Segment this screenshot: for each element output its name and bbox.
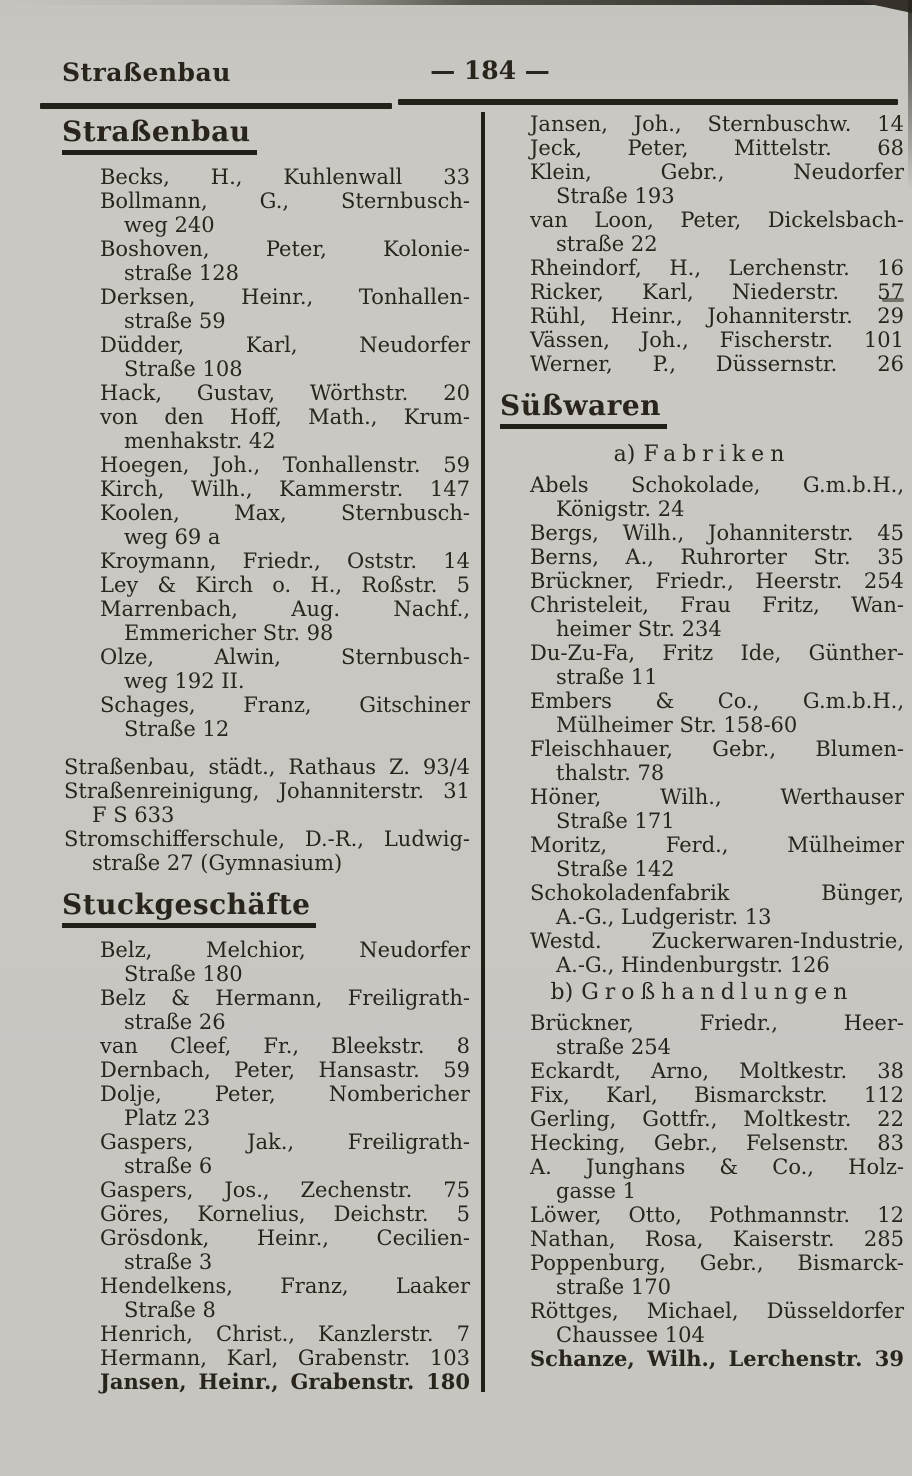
subsection-prefix: b): [550, 980, 574, 1005]
directory-entry: [500, 160, 904, 208]
subsection-prefix: a): [613, 442, 636, 467]
entry-line: Brückner, Friedr., Heer-: [530, 1011, 904, 1035]
entry-line: Marrenbach, Aug. Nachf.,: [100, 597, 470, 621]
entry-line: straße 22: [556, 232, 658, 256]
directory-entry: [500, 929, 904, 977]
entry-section: [62, 755, 470, 875]
entry-line: Rheindorf, H., Lerchenstr. 16: [530, 256, 904, 280]
subsection-heading: [500, 441, 904, 469]
directory-entry: [62, 1202, 470, 1226]
entry-line: Moritz, Ferd., Mülheimer: [530, 833, 904, 857]
entry-line: Du-Zu-Fa, Fritz Ide, Günther-: [530, 641, 904, 665]
entry-line: Fleischhauer, Gebr., Blumen-: [530, 737, 904, 761]
entry-line: A.-G., Ludgeristr. 13: [556, 905, 772, 929]
entry-line: Ricker, Karl, Niederstr. 57: [530, 280, 904, 304]
entry-line: weg 69 a: [124, 525, 221, 549]
directory-entry: [62, 237, 470, 285]
entry-line: Jeck, Peter, Mittelstr. 68: [530, 136, 904, 160]
entry-line: A.-G., Hindenburgstr. 126: [556, 953, 830, 977]
section-heading-wrap: [500, 390, 904, 439]
section-heading-wrap: [62, 889, 470, 938]
entry-line: Kroymann, Friedr., Oststr. 14: [100, 549, 470, 573]
entry-line: Ley & Kirch o. H., Roßstr. 5: [100, 573, 470, 597]
directory-entry: [62, 645, 470, 693]
entry-line: Abels Schokolade, G.m.b.H.,: [530, 473, 904, 497]
entry-line: heimer Str. 234: [556, 617, 722, 641]
scan-corner-artifact: [860, 0, 912, 13]
entry-line: Platz 23: [124, 1106, 211, 1130]
directory-entry: [62, 477, 470, 501]
entry-line: Brückner, Friedr., Heerstr. 254: [530, 569, 904, 593]
entry-line: menhakstr. 42: [124, 429, 276, 453]
entry-line: Schokoladenfabrik Bünger,: [530, 881, 904, 905]
entry-line: straße 59: [124, 309, 226, 333]
directory-entry: [62, 693, 470, 741]
directory-entry: [62, 827, 470, 875]
directory-entry: [500, 1059, 904, 1083]
directory-entry: [62, 597, 470, 645]
entry-line: Straße 193: [556, 184, 675, 208]
directory-entry: [500, 1251, 904, 1299]
directory-entry: [500, 256, 904, 280]
entry-line: Boshoven, Peter, Kolonie-: [100, 237, 470, 261]
directory-entry: [62, 986, 470, 1034]
directory-entry: [62, 1178, 470, 1202]
entry-line: Klein, Gebr., Neudorfer: [530, 160, 904, 184]
entry-line: F S 633: [92, 803, 175, 827]
entry-line: Hack, Gustav, Wörthstr. 20: [100, 381, 470, 405]
directory-entry: [62, 1082, 470, 1130]
directory-entry: [62, 573, 470, 597]
entry-line: van Loon, Peter, Dickelsbach-: [530, 208, 904, 232]
entry-section: [62, 938, 470, 1394]
directory-entry: [500, 280, 904, 304]
directory-entry: [500, 881, 904, 929]
entry-line: straße 170: [556, 1275, 671, 1299]
entry-line: Hoegen, Joh., Tonhallenstr. 59: [100, 453, 470, 477]
subsection-label: Großhandlungen: [581, 980, 854, 1005]
directory-entry: [500, 641, 904, 689]
directory-entry: [500, 1011, 904, 1059]
entry-line: straße 254: [556, 1035, 671, 1059]
header-rule: [398, 99, 898, 105]
entry-line: straße 6: [124, 1154, 213, 1178]
entry-line: Kirch, Wilh., Kammerstr. 147: [100, 477, 470, 501]
directory-entry: [500, 328, 904, 352]
entry-line: Fix, Karl, Bismarckstr. 112: [530, 1083, 904, 1107]
entry-line: straße 128: [124, 261, 239, 285]
header-rule: [40, 103, 392, 109]
entry-line: straße 26: [124, 1010, 226, 1034]
directory-entry: [500, 1083, 904, 1107]
entry-line: Becks, H., Kuhlenwall 33: [100, 165, 470, 189]
entry-line: Düdder, Karl, Neudorfer: [100, 333, 470, 357]
right-column: [500, 112, 904, 1371]
entry-line: straße 3: [124, 1250, 213, 1274]
entry-line: von den Hoff, Math., Krum-: [100, 405, 470, 429]
entry-line: Belz, Melchior, Neudorfer: [100, 938, 470, 962]
directory-entry: [500, 208, 904, 256]
entry-line: Dernbach, Peter, Hansastr. 59: [100, 1058, 470, 1082]
entry-line: Embers & Co., G.m.b.H.,: [530, 689, 904, 713]
directory-entry: [62, 285, 470, 333]
directory-entry: [500, 521, 904, 545]
entry-line: Olze, Alwin, Sternbusch-: [100, 645, 470, 669]
directory-entry: [62, 453, 470, 477]
running-title: Straßenbau: [62, 58, 231, 87]
entry-line: Mülheimer Str. 158-60: [556, 713, 798, 737]
page-number: — 184 —: [430, 56, 550, 85]
entry-section: [500, 473, 904, 977]
entry-line: A. Junghans & Co., Holz-: [530, 1155, 904, 1179]
entry-line: Christeleit, Frau Fritz, Wan-: [530, 593, 904, 617]
entry-line: Schanze, Wilh., Lerchenstr. 39: [530, 1346, 904, 1371]
entry-line: Berns, A., Ruhrorter Str. 35: [530, 545, 904, 569]
entry-line: Derksen, Heinr., Tonhallen-: [100, 285, 470, 309]
entry-line: Westd. Zuckerwaren-Industrie,: [530, 929, 904, 953]
directory-entry: [500, 112, 904, 136]
directory-entry: [500, 785, 904, 833]
left-column: [62, 116, 470, 1394]
entry-line: Stromschifferschule, D.-R., Ludwig-: [64, 827, 470, 851]
subsection-label: Fabriken: [643, 442, 791, 467]
directory-entry: [500, 569, 904, 593]
entry-line: Straßenreinigung, Johanniterstr. 31: [64, 779, 470, 803]
entry-line: Chaussee 104: [556, 1323, 705, 1347]
entry-line: Poppenburg, Gebr., Bismarck-: [530, 1251, 904, 1275]
directory-entry: [62, 189, 470, 237]
entry-line: Straße 171: [556, 809, 675, 833]
directory-entry: [500, 689, 904, 737]
entry-line: Werner, P., Düssernstr. 26: [530, 352, 904, 376]
directory-entry: [500, 1131, 904, 1155]
section-heading-wrap: [62, 116, 470, 165]
directory-entry: [62, 938, 470, 986]
directory-entry: [500, 545, 904, 569]
directory-entry: [500, 1227, 904, 1251]
entry-line: straße 27 (Gymnasium): [92, 851, 343, 875]
entry-line: Straße 8: [124, 1298, 216, 1322]
directory-entry: [62, 501, 470, 549]
entry-line: Jansen, Heinr., Grabenstr. 180: [100, 1369, 470, 1394]
directory-entry: [500, 737, 904, 785]
subsection-heading: [500, 979, 904, 1007]
entry-line: weg 192 II.: [124, 669, 245, 693]
entry-line: Grösdonk, Heinr., Cecilien-: [100, 1226, 470, 1250]
scan-top-edge-artifact: [0, 0, 912, 5]
directory-entry: [500, 352, 904, 376]
directory-entry: [62, 755, 470, 779]
entry-line: Straße 142: [556, 857, 675, 881]
entry-line: Vässen, Joh., Fischerstr. 101: [530, 328, 904, 352]
directory-entry: [500, 1299, 904, 1347]
directory-entry: [500, 136, 904, 160]
entry-line: Eckardt, Arno, Moltkestr. 38: [530, 1059, 904, 1083]
directory-entry: [62, 405, 470, 453]
entry-line: Bergs, Wilh., Johanniterstr. 45: [530, 521, 904, 545]
entry-line: Dolje, Peter, Nombericher: [100, 1082, 470, 1106]
entry-line: Henrich, Christ., Kanzlerstr. 7: [100, 1322, 470, 1346]
section-heading: Stuckgeschäfte: [62, 889, 316, 928]
directory-entry: [62, 381, 470, 405]
entry-line: Bollmann, G., Sternbusch-: [100, 189, 470, 213]
entry-line: Koolen, Max, Sternbusch-: [100, 501, 470, 525]
entry-line: Gerling, Gottfr., Moltkestr. 22: [530, 1107, 904, 1131]
entry-line: Jansen, Joh., Sternbuschw. 14: [530, 112, 904, 136]
section-heading: Süßwaren: [500, 390, 667, 429]
entry-line: Höner, Wilh., Werthauser: [530, 785, 904, 809]
directory-entry: [62, 333, 470, 381]
entry-line: straße 11: [556, 665, 658, 689]
entry-line: Hecking, Gebr., Felsenstr. 83: [530, 1131, 904, 1155]
entry-line: van Cleef, Fr., Bleekstr. 8: [100, 1034, 470, 1058]
directory-entry: [62, 549, 470, 573]
directory-entry: [500, 1155, 904, 1203]
scan-right-edge-artifact: [908, 0, 912, 190]
directory-entry: [62, 1130, 470, 1178]
directory-entry: [500, 304, 904, 328]
section-heading: Straßenbau: [62, 116, 257, 155]
entry-line: Königstr. 24: [556, 497, 685, 521]
entry-line: Gaspers, Jak., Freiligrath-: [100, 1130, 470, 1154]
directory-entry: [500, 593, 904, 641]
entry-line: Straße 180: [124, 962, 243, 986]
entry-line: Gaspers, Jos., Zechenstr. 75: [100, 1178, 470, 1202]
directory-entry: [62, 1034, 470, 1058]
entry-section: [500, 112, 904, 376]
entry-line: Straßenbau, städt., Rathaus Z. 93/4: [64, 755, 470, 779]
entry-line: Rühl, Heinr., Johanniterstr. 29: [530, 304, 904, 328]
entry-section: [62, 165, 470, 741]
entry-line: Löwer, Otto, Pothmannstr. 12: [530, 1203, 904, 1227]
directory-entry: [62, 1322, 470, 1346]
entry-line: Hermann, Karl, Grabenstr. 103: [100, 1346, 470, 1370]
directory-entry: [500, 1347, 904, 1371]
directory-entry: [62, 1274, 470, 1322]
entry-line: Schages, Franz, Gitschiner: [100, 693, 470, 717]
directory-entry: [62, 1370, 470, 1394]
entry-line: Röttges, Michael, Düsseldorfer: [530, 1299, 904, 1323]
entry-line: Straße 12: [124, 717, 230, 741]
entry-line: gasse 1: [556, 1179, 636, 1203]
directory-entry: [62, 1226, 470, 1274]
entry-line: Belz & Hermann, Freiligrath-: [100, 986, 470, 1010]
directory-entry: [62, 165, 470, 189]
directory-entry: [62, 779, 470, 827]
entry-line: Göres, Kornelius, Deichstr. 5: [100, 1202, 470, 1226]
directory-entry: [500, 833, 904, 881]
entry-line: Hendelkens, Franz, Laaker: [100, 1274, 470, 1298]
directory-entry: [62, 1346, 470, 1370]
entry-line: Straße 108: [124, 357, 243, 381]
entry-section: [500, 1011, 904, 1371]
entry-line: Emmericher Str. 98: [124, 621, 334, 645]
column-divider: [481, 112, 485, 1392]
directory-entry: [62, 1058, 470, 1082]
entry-line: weg 240: [124, 213, 215, 237]
directory-entry: [500, 473, 904, 521]
entry-line: Nathan, Rosa, Kaiserstr. 285: [530, 1227, 904, 1251]
entry-line: thalstr. 78: [556, 761, 665, 785]
directory-entry: [500, 1107, 904, 1131]
directory-entry: [500, 1203, 904, 1227]
